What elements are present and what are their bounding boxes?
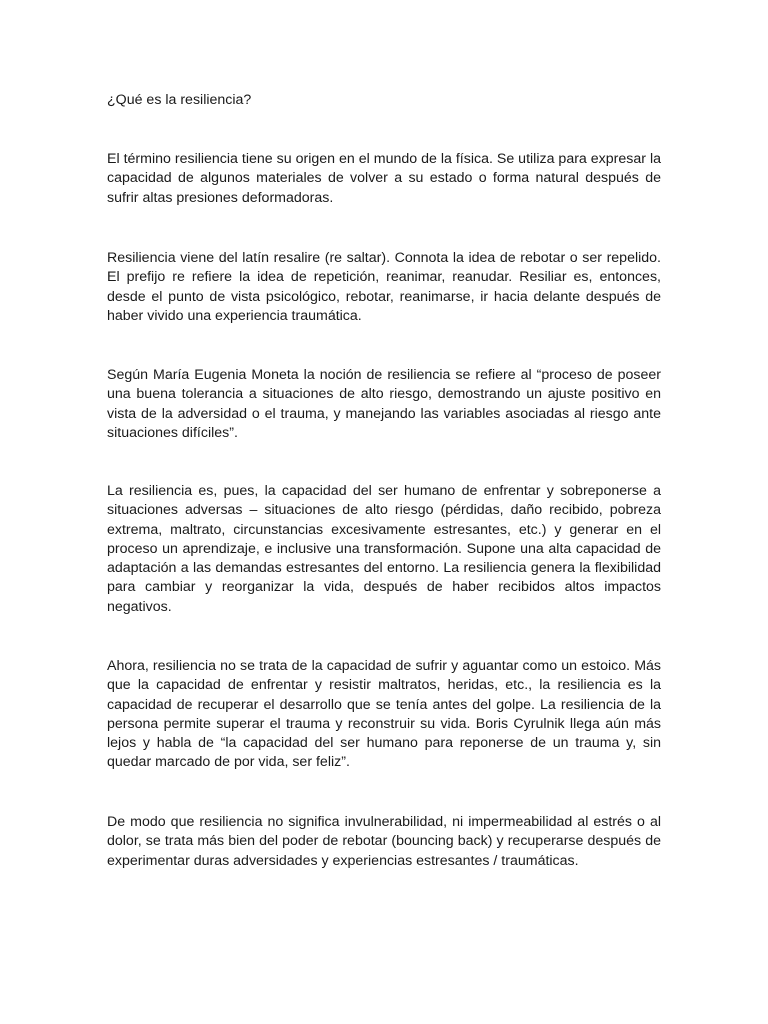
paragraph-origin: El término resiliencia tiene su origen en el mundo de la física. Se utiliza para expresar la capacidad de algunos materiales de volver a su estado o forma natural después de sufrir altas presiones deformadoras. [107, 151, 661, 206]
paragraph-moneta-definition: Según María Eugenia Moneta la noción de resiliencia se refiere al “proceso de poseer una buena tolerancia a situaciones de alto riesgo, demostrando un ajuste positivo en vista de la adversidad o el trauma, y manejando las variables asociadas al riesgo ante situaciones difíciles”. [107, 367, 661, 441]
paragraph-etymology: Resiliencia viene del latín resalire (re saltar). Connota la idea de rebotar o ser repelido. El prefijo re refiere la idea de repetición, reanimar, reanudar. Resiliar es, entonces, desde el punto de vista psicológico, rebotar, reanimarse, ir hacia delante después de haber vivido una experiencia traumática. [107, 250, 661, 324]
paragraph-human-capacity: La resiliencia es, pues, la capacidad del ser humano de enfrentar y sobreponerse a situaciones adversas – situaciones de alto riesgo (pérdidas, daño recibido, pobreza extrema, maltrato, circunstancias excesivamente estresantes, etc.) y generar en el proceso un aprendizaje, e inclusive una transformación. Supone una alta capacidad de adaptación a las demandas estresantes del entorno. La resiliencia genera la flexibilidad para cambiar y reorganizar la vida, después de haber recibidos altos impactos negativos. [107, 483, 661, 615]
document-title: ¿Qué es la resiliencia? [107, 92, 252, 108]
paragraph-cyrulnik: Ahora, resiliencia no se trata de la capacidad de sufrir y aguantar como un estoico. Más que la capacidad de enfrentar y resistir maltratos, heridas, etc., la resiliencia es la capacidad de recuperar el desarrollo que se tenía antes del golpe. La resiliencia de la persona permite superar el trauma y reconstruir su vida. Boris Cyrulnik llega aún más lejos y habla de “la capacidad del ser humano para reponerse de un trauma y, sin quedar marcado de por vida, ser feliz”. [107, 658, 661, 771]
paragraph-conclusion: De modo que resiliencia no significa invulnerabilidad, ni impermeabilidad al estrés o al dolor, se trata más bien del poder de rebotar (bouncing back) y recuperarse después de experimentar duras adversidades y experiencias estresantes / traumáticas. [107, 814, 661, 869]
